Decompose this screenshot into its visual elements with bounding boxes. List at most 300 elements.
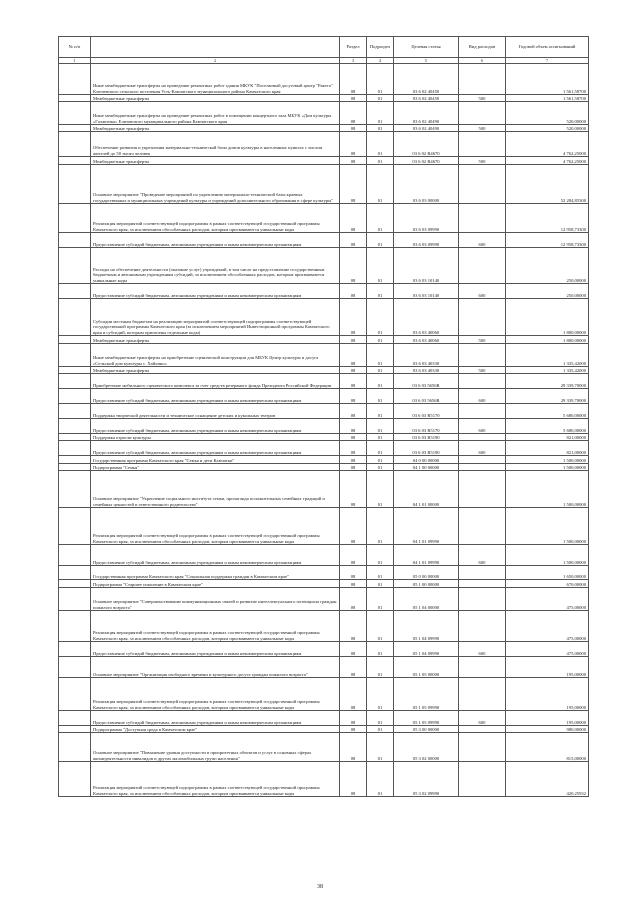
row-num-cell xyxy=(59,125,91,132)
table-row xyxy=(59,248,589,284)
row-podrazdel-cell: 01 xyxy=(367,102,394,125)
table-row xyxy=(59,157,589,165)
col-number: 4 xyxy=(367,58,394,64)
row-name-cell: Субсидии местным бюджетам на реализацию мероприятий соответствующей подпрограммы соответствующей государственной программы Камчатского края (за исключением мероприятий Инвестиционной программы Камчатского края и субсидий, которым присвоены отдельные коды) xyxy=(91,299,340,336)
row-num-cell xyxy=(59,566,91,580)
table-row xyxy=(59,344,589,367)
row-podrazdel-cell: 01 xyxy=(367,284,394,299)
row-razdel-cell: 08 xyxy=(340,611,367,642)
table-body xyxy=(59,64,589,797)
row-vr-cell xyxy=(459,165,506,204)
row-num-cell xyxy=(59,248,91,284)
row-name-cell: Предоставление субсидий бюджетным, автономным учреждениям и иным некоммерческим организациям xyxy=(91,233,340,248)
row-name-cell: Основное мероприятие "Организация свободного времени и культурного досуга граждан пожилого возраста" xyxy=(91,657,340,678)
row-sum-cell: 1 650,00000 xyxy=(506,566,589,580)
row-csr-cell: 03 6 03 R5170 xyxy=(394,419,459,434)
row-podrazdel-cell: 01 xyxy=(367,132,394,157)
row-vr-cell xyxy=(459,248,506,284)
row-vr-cell xyxy=(459,344,506,367)
row-csr-cell: 03 6 03 09990 xyxy=(394,233,459,248)
table-row xyxy=(59,580,589,588)
table-row xyxy=(59,132,589,157)
row-csr-cell: 03 6 03 5656R xyxy=(394,389,459,404)
row-razdel-cell: 08 xyxy=(340,233,367,248)
row-num-cell xyxy=(59,284,91,299)
row-sum-cell: 980,00000 xyxy=(506,726,589,733)
row-sum-cell: 520,00000 xyxy=(506,125,589,132)
row-csr-cell: 03 6 02 40450 xyxy=(394,95,459,102)
row-razdel-cell: 08 xyxy=(340,132,367,157)
row-num-cell xyxy=(59,508,91,545)
row-vr-cell: 600 xyxy=(459,419,506,434)
col-number: 3 xyxy=(340,58,367,64)
row-num-cell xyxy=(59,64,91,95)
row-razdel-cell: 08 xyxy=(340,299,367,336)
row-sum-cell: 250,00000 xyxy=(506,284,589,299)
row-num-cell xyxy=(59,441,91,456)
row-vr-cell xyxy=(459,456,506,464)
table-row xyxy=(59,284,589,299)
row-sum-cell: 12 958,73300 xyxy=(506,233,589,248)
row-vr-cell xyxy=(459,464,506,471)
row-razdel-cell: 08 xyxy=(340,545,367,566)
row-vr-cell xyxy=(459,299,506,336)
row-sum-cell: 4 762,25000 xyxy=(506,132,589,157)
row-sum-cell: 195,00000 xyxy=(506,711,589,726)
table-row xyxy=(59,456,589,464)
row-podrazdel-cell: 01 xyxy=(367,389,394,404)
row-razdel-cell: 08 xyxy=(340,204,367,233)
row-num-cell xyxy=(59,95,91,102)
row-razdel-cell: 08 xyxy=(340,657,367,678)
row-sum-cell: 520,00000 xyxy=(506,102,589,125)
table-row xyxy=(59,64,589,95)
table-row xyxy=(59,336,589,344)
row-csr-cell: 03 6 03 09990 xyxy=(394,204,459,233)
row-csr-cell: 03 6 03 40330 xyxy=(394,367,459,374)
row-sum-cell: 475,00000 xyxy=(506,642,589,657)
row-num-cell xyxy=(59,132,91,157)
row-num-cell xyxy=(59,642,91,657)
row-vr-cell xyxy=(459,580,506,588)
row-razdel-cell: 08 xyxy=(340,95,367,102)
row-name-cell: Межбюджетные трансферты xyxy=(91,367,340,374)
row-podrazdel-cell: 01 xyxy=(367,733,394,762)
row-name-cell: Реализация мероприятий соответствующей подпрограммы в рамках соответствующей государственной программы Камчатского края, за исключением обособленных расходов, которым присваиваются уникальные коды xyxy=(91,508,340,545)
row-vr-cell xyxy=(459,762,506,797)
row-csr-cell: 03 6 03 R5170 xyxy=(394,404,459,419)
row-podrazdel-cell: 01 xyxy=(367,157,394,165)
row-podrazdel-cell: 01 xyxy=(367,588,394,611)
row-vr-cell xyxy=(459,64,506,95)
row-name-cell: Подпрограмма "Доступная среда в Камчатском крае" xyxy=(91,726,340,733)
row-num-cell xyxy=(59,374,91,389)
row-num-cell xyxy=(59,336,91,344)
table-row xyxy=(59,733,589,762)
row-podrazdel-cell: 01 xyxy=(367,711,394,726)
row-razdel-cell: 08 xyxy=(340,404,367,419)
row-vr-cell xyxy=(459,204,506,233)
row-num-cell xyxy=(59,233,91,248)
row-num-cell xyxy=(59,657,91,678)
header-num: № п/п xyxy=(59,37,91,58)
budget-table xyxy=(58,36,589,797)
row-vr-cell: 600 xyxy=(459,441,506,456)
row-name-cell: Основное мероприятие "Проведение мероприятий по укреплению материально-технической базы краевых государственных и муниципальных учреждений культуры и учреждений дополнительного образования в сфере культуры" xyxy=(91,165,340,204)
row-name-cell: Предоставление субсидий бюджетным, автономным учреждениям и иным некоммерческим организациям xyxy=(91,284,340,299)
row-csr-cell: 05 3 02 00000 xyxy=(394,733,459,762)
row-razdel-cell: 08 xyxy=(340,367,367,374)
row-sum-cell: 1 335,42000 xyxy=(506,367,589,374)
row-podrazdel-cell: 01 xyxy=(367,464,394,471)
row-vr-cell: 500 xyxy=(459,336,506,344)
row-podrazdel-cell: 01 xyxy=(367,374,394,389)
row-num-cell xyxy=(59,102,91,125)
row-sum-cell: 1 561,58700 xyxy=(506,64,589,95)
row-name-cell: Предоставление субсидий бюджетным, автономным учреждениям и иным некоммерческим организациям xyxy=(91,545,340,566)
table-row xyxy=(59,762,589,797)
row-csr-cell: 04 1 01 09990 xyxy=(394,508,459,545)
header-row xyxy=(59,37,589,58)
row-csr-cell: 05 1 04 00000 xyxy=(394,588,459,611)
row-razdel-cell: 08 xyxy=(340,471,367,508)
row-num-cell xyxy=(59,611,91,642)
row-name-cell: Поддержка творческой деятельности и техническое оснащение детских и кукольных театров xyxy=(91,404,340,419)
row-csr-cell: 04 1 01 09990 xyxy=(394,545,459,566)
row-podrazdel-cell: 01 xyxy=(367,95,394,102)
row-razdel-cell: 08 xyxy=(340,125,367,132)
row-razdel-cell: 08 xyxy=(340,580,367,588)
row-num-cell xyxy=(59,204,91,233)
row-razdel-cell: 08 xyxy=(340,374,367,389)
table-row xyxy=(59,588,589,611)
row-podrazdel-cell: 01 xyxy=(367,726,394,733)
table-row xyxy=(59,233,589,248)
row-razdel-cell: 08 xyxy=(340,248,367,284)
row-csr-cell: 03 6 03 00000 xyxy=(394,165,459,204)
row-vr-cell xyxy=(459,102,506,125)
col-number: 5 xyxy=(394,58,459,64)
row-sum-cell: 420,25932 xyxy=(506,762,589,797)
row-vr-cell xyxy=(459,657,506,678)
row-name-cell: Предоставление субсидий бюджетным, автономным учреждениям и иным некоммерческим организациям xyxy=(91,441,340,456)
table-row xyxy=(59,545,589,566)
table-row xyxy=(59,566,589,580)
row-razdel-cell: 08 xyxy=(340,678,367,711)
row-podrazdel-cell: 01 xyxy=(367,611,394,642)
row-sum-cell: 475,00000 xyxy=(506,588,589,611)
row-csr-cell: 03 6 02 40490 xyxy=(394,102,459,125)
row-vr-cell xyxy=(459,611,506,642)
row-csr-cell: 03 6 03 R5190 xyxy=(394,434,459,441)
row-csr-cell: 03 6 02 40490 xyxy=(394,125,459,132)
row-vr-cell xyxy=(459,132,506,157)
table-row xyxy=(59,367,589,374)
row-vr-cell: 600 xyxy=(459,642,506,657)
row-csr-cell: 03 6 03 10140 xyxy=(394,248,459,284)
row-name-cell: Основное мероприятие "Укрепление социального института семьи, пропаганда положительных семейных традиций и семейных ценностей и ответственного родительства" xyxy=(91,471,340,508)
row-vr-cell xyxy=(459,733,506,762)
row-vr-cell xyxy=(459,404,506,419)
row-num-cell xyxy=(59,711,91,726)
row-name-cell: Межбюджетные трансферты xyxy=(91,95,340,102)
table-row xyxy=(59,95,589,102)
row-sum-cell: 29 339,70000 xyxy=(506,374,589,389)
table-row xyxy=(59,611,589,642)
row-name-cell: Предоставление субсидий бюджетным, автономным учреждениям и иным некоммерческим организациям xyxy=(91,389,340,404)
col-number: 7 xyxy=(506,58,589,64)
header-name xyxy=(91,37,340,58)
row-name-cell: Межбюджетные трансферты xyxy=(91,157,340,165)
row-razdel-cell: 08 xyxy=(340,157,367,165)
row-razdel-cell: 08 xyxy=(340,566,367,580)
row-num-cell xyxy=(59,404,91,419)
table-row xyxy=(59,389,589,404)
row-sum-cell: 5 680,00000 xyxy=(506,419,589,434)
row-podrazdel-cell: 01 xyxy=(367,125,394,132)
row-podrazdel-cell: 01 xyxy=(367,441,394,456)
row-name-cell: Реализация мероприятий соответствующей подпрограммы в рамках соответствующей государственной программы Камчатского края, за исключением обособленных расходов, которым присваиваются уникальные коды xyxy=(91,678,340,711)
row-razdel-cell: 08 xyxy=(340,64,367,95)
row-sum-cell: 1 500,00000 xyxy=(506,464,589,471)
budget-sheet xyxy=(58,36,588,797)
row-razdel-cell: 08 xyxy=(340,762,367,797)
row-sum-cell: 1 500,00000 xyxy=(506,456,589,464)
table-row xyxy=(59,419,589,434)
row-podrazdel-cell: 01 xyxy=(367,64,394,95)
row-sum-cell: 670,00000 xyxy=(506,580,589,588)
row-csr-cell: 05 1 04 09990 xyxy=(394,611,459,642)
row-name-cell: Основное мероприятие "Совершенствование коммуникационных связей и развитие интеллектуального потенциала граждан пожилого возраста" xyxy=(91,588,340,611)
row-podrazdel-cell: 01 xyxy=(367,456,394,464)
row-podrazdel-cell: 01 xyxy=(367,678,394,711)
row-name-cell: Подпрограмма "Семья" xyxy=(91,464,340,471)
row-podrazdel-cell: 01 xyxy=(367,657,394,678)
row-podrazdel-cell: 01 xyxy=(367,508,394,545)
row-num-cell xyxy=(59,367,91,374)
row-num-cell xyxy=(59,464,91,471)
row-csr-cell: 03 6 02 R4670 xyxy=(394,132,459,157)
row-name-cell: Реализация мероприятий соответствующей подпрограммы в рамках соответствующей государственной программы Камчатского края, за исключением обособленных расходов, которым присваиваются уникальные коды xyxy=(91,204,340,233)
row-sum-cell: 1 500,00000 xyxy=(506,471,589,508)
row-podrazdel-cell: 01 xyxy=(367,248,394,284)
row-podrazdel-cell: 01 xyxy=(367,566,394,580)
row-vr-cell xyxy=(459,434,506,441)
row-num-cell xyxy=(59,580,91,588)
row-csr-cell: 04 0 00 00000 xyxy=(394,456,459,464)
row-razdel-cell: 08 xyxy=(340,336,367,344)
row-sum-cell: 815,00000 xyxy=(506,733,589,762)
row-name-cell: Расходы на обеспечение деятельности (оказание услуг) учреждений, в том числе на предоставление государственным бюджетным и автономным учреждениям субсидий, за исключением обособленных расходов, которым присваиваются уникальные коды xyxy=(91,248,340,284)
row-name-cell: Основное мероприятие "Повышение уровня доступности в приоритетных объектов и услуг в основных сферах жизнедеятельности инвалидов и других маломобильных групп населения" xyxy=(91,733,340,762)
row-vr-cell: 600 xyxy=(459,545,506,566)
row-sum-cell: 195,00000 xyxy=(506,678,589,711)
row-razdel-cell: 08 xyxy=(340,102,367,125)
row-vr-cell xyxy=(459,678,506,711)
row-sum-cell: 475,00000 xyxy=(506,611,589,642)
row-num-cell xyxy=(59,389,91,404)
row-vr-cell: 600 xyxy=(459,711,506,726)
row-csr-cell: 05 3 02 09990 xyxy=(394,762,459,797)
row-vr-cell xyxy=(459,726,506,733)
header-podrazdel: Подраздел xyxy=(367,37,394,58)
row-csr-cell: 05 1 05 00000 xyxy=(394,657,459,678)
table-row xyxy=(59,434,589,441)
row-num-cell xyxy=(59,299,91,336)
row-sum-cell: 821,00000 xyxy=(506,434,589,441)
row-podrazdel-cell: 01 xyxy=(367,165,394,204)
row-num-cell xyxy=(59,726,91,733)
header-csr: Целевая статья xyxy=(394,37,459,58)
row-num-cell xyxy=(59,157,91,165)
row-csr-cell: 05 1 04 09990 xyxy=(394,642,459,657)
row-name-cell: Подпрограмма "Старшее поколение в Камчатском крае" xyxy=(91,580,340,588)
col-number: 2 xyxy=(91,58,340,64)
row-vr-cell: 600 xyxy=(459,389,506,404)
row-vr-cell: 600 xyxy=(459,284,506,299)
row-vr-cell: 500 xyxy=(459,157,506,165)
row-razdel-cell: 08 xyxy=(340,419,367,434)
col-number: 6 xyxy=(459,58,506,64)
table-row xyxy=(59,657,589,678)
row-razdel-cell: 08 xyxy=(340,284,367,299)
row-razdel-cell: 08 xyxy=(340,389,367,404)
row-podrazdel-cell: 01 xyxy=(367,471,394,508)
row-vr-cell: 600 xyxy=(459,233,506,248)
row-podrazdel-cell: 01 xyxy=(367,434,394,441)
row-vr-cell xyxy=(459,471,506,508)
row-sum-cell: 5 680,00000 xyxy=(506,404,589,419)
row-name-cell: Предоставление субсидий бюджетным, автономным учреждениям и иным некоммерческим организациям xyxy=(91,419,340,434)
table-row xyxy=(59,508,589,545)
row-csr-cell: 05 1 05 09990 xyxy=(394,678,459,711)
row-name-cell: Предоставление субсидий бюджетным, автономным учреждениям и иным некоммерческим организациям xyxy=(91,711,340,726)
row-vr-cell: 500 xyxy=(459,367,506,374)
row-sum-cell: 1 800,00000 xyxy=(506,299,589,336)
row-sum-cell: 52 284,85300 xyxy=(506,165,589,204)
row-sum-cell: 12 958,73300 xyxy=(506,204,589,233)
row-podrazdel-cell: 01 xyxy=(367,344,394,367)
row-name-cell: Иные межбюджетные трансферты на приобретение сценической конструкции для МБУК Центр культуры и досуга «Сельский дом культуры с. Хайлино» xyxy=(91,344,340,367)
row-vr-cell xyxy=(459,374,506,389)
row-sum-cell: 1 500,00000 xyxy=(506,508,589,545)
row-razdel-cell: 08 xyxy=(340,726,367,733)
row-csr-cell: 03 6 03 R5190 xyxy=(394,441,459,456)
table-row xyxy=(59,299,589,336)
row-razdel-cell: 08 xyxy=(340,441,367,456)
row-razdel-cell: 08 xyxy=(340,434,367,441)
row-podrazdel-cell: 01 xyxy=(367,299,394,336)
row-podrazdel-cell: 01 xyxy=(367,204,394,233)
row-sum-cell: 4 762,25000 xyxy=(506,157,589,165)
row-razdel-cell: 08 xyxy=(340,456,367,464)
table-row xyxy=(59,711,589,726)
row-name-cell: Поддержка отрасли культуры xyxy=(91,434,340,441)
row-razdel-cell: 08 xyxy=(340,464,367,471)
row-name-cell: Государственная программа Камчатского края "Социальная поддержка граждан в Камчатском крае" xyxy=(91,566,340,580)
row-name-cell: Иные межбюджетные трансферты на проведение ремонтных работ здания МКУК "Поселковый досуговый центр "Ракета" Ключевского сельского поселения Усть-Камчатского муниципального района Камчатского края xyxy=(91,64,340,95)
row-name-cell: Обеспечение развития и укрепления материально-технической базы домов культуры в населенных пунктах с числом жителей до 50 тысяч человек xyxy=(91,132,340,157)
row-csr-cell: 03 6 03 40330 xyxy=(394,344,459,367)
row-csr-cell: 04 1 00 00000 xyxy=(394,464,459,471)
row-razdel-cell: 08 xyxy=(340,508,367,545)
row-num-cell xyxy=(59,434,91,441)
row-razdel-cell: 08 xyxy=(340,711,367,726)
row-podrazdel-cell: 01 xyxy=(367,642,394,657)
page-number: 38 xyxy=(317,884,323,890)
row-podrazdel-cell: 01 xyxy=(367,762,394,797)
row-num-cell xyxy=(59,344,91,367)
header-sum: Годовой объем ассигнований xyxy=(506,37,589,58)
row-podrazdel-cell: 01 xyxy=(367,419,394,434)
row-num-cell xyxy=(59,456,91,464)
row-csr-cell: 05 1 00 00000 xyxy=(394,580,459,588)
row-csr-cell: 05 1 05 09990 xyxy=(394,711,459,726)
row-num-cell xyxy=(59,588,91,611)
col-number: 1 xyxy=(59,58,91,64)
row-sum-cell: 821,00000 xyxy=(506,441,589,456)
table-row xyxy=(59,464,589,471)
table-row xyxy=(59,404,589,419)
header-vr: Вид расходов xyxy=(459,37,506,58)
row-vr-cell: 500 xyxy=(459,95,506,102)
row-name-cell: Предоставление субсидий бюджетным, автономным учреждениям и иным некоммерческим организациям xyxy=(91,642,340,657)
row-csr-cell: 05 3 00 00000 xyxy=(394,726,459,733)
row-num-cell xyxy=(59,733,91,762)
row-csr-cell: 03 6 02 40450 xyxy=(394,64,459,95)
row-razdel-cell: 08 xyxy=(340,588,367,611)
row-num-cell xyxy=(59,471,91,508)
row-csr-cell: 03 6 03 10140 xyxy=(394,284,459,299)
row-num-cell xyxy=(59,762,91,797)
row-sum-cell: 29 339,70000 xyxy=(506,389,589,404)
table-row xyxy=(59,471,589,508)
row-csr-cell: 03 6 03 40060 xyxy=(394,299,459,336)
row-vr-cell xyxy=(459,508,506,545)
table-row xyxy=(59,102,589,125)
row-csr-cell: 04 1 01 00000 xyxy=(394,471,459,508)
row-razdel-cell: 08 xyxy=(340,344,367,367)
table-row xyxy=(59,678,589,711)
row-razdel-cell: 08 xyxy=(340,733,367,762)
table-row xyxy=(59,441,589,456)
row-csr-cell: 05 0 00 00000 xyxy=(394,566,459,580)
row-vr-cell xyxy=(459,588,506,611)
row-num-cell xyxy=(59,678,91,711)
row-name-cell: Реализация мероприятий соответствующей подпрограммы в рамках соответствующей государственной программы Камчатского края, за исключением обособленных расходов, которым присваиваются уникальные коды xyxy=(91,611,340,642)
row-name-cell: Межбюджетные трансферты xyxy=(91,336,340,344)
row-razdel-cell: 08 xyxy=(340,642,367,657)
row-podrazdel-cell: 01 xyxy=(367,404,394,419)
table-row xyxy=(59,165,589,204)
header-razdel: Раздел xyxy=(340,37,367,58)
table-row xyxy=(59,204,589,233)
row-podrazdel-cell: 01 xyxy=(367,367,394,374)
row-sum-cell: 1 500,00000 xyxy=(506,545,589,566)
row-num-cell xyxy=(59,419,91,434)
row-name-cell: Реализация мероприятий соответствующей подпрограммы в рамках соответствующей государственной программы Камчатского края, за исключением обособленных расходов, которым присваиваются уникальные коды xyxy=(91,762,340,797)
row-podrazdel-cell: 01 xyxy=(367,580,394,588)
row-sum-cell: 195,00000 xyxy=(506,657,589,678)
row-podrazdel-cell: 01 xyxy=(367,233,394,248)
table-row xyxy=(59,726,589,733)
row-sum-cell: 1 800,00000 xyxy=(506,336,589,344)
table-row xyxy=(59,642,589,657)
row-podrazdel-cell: 01 xyxy=(367,545,394,566)
row-csr-cell: 03 6 03 40060 xyxy=(394,336,459,344)
table-row xyxy=(59,374,589,389)
row-podrazdel-cell: 01 xyxy=(367,336,394,344)
